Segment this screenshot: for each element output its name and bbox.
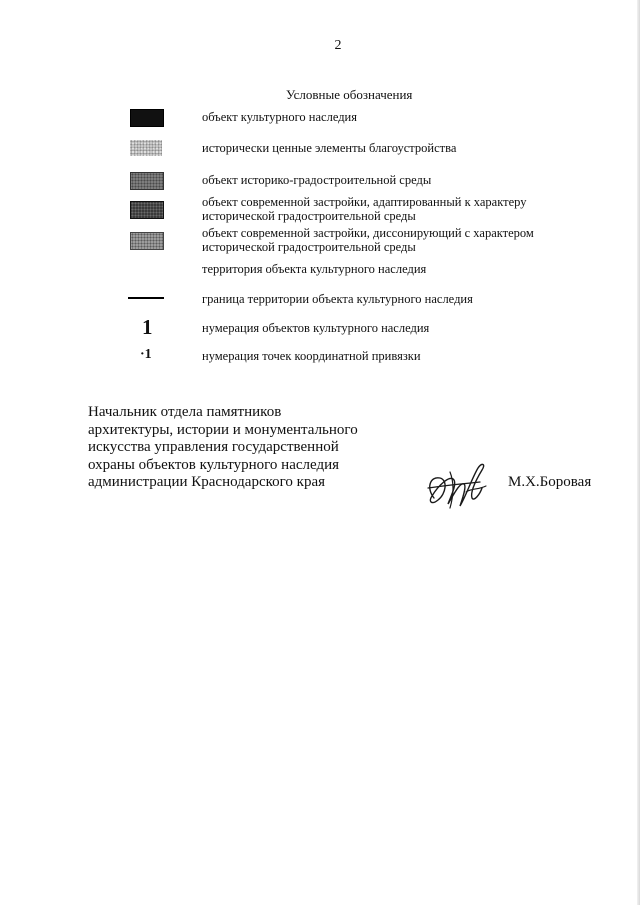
handwritten-signature xyxy=(420,458,498,512)
heritage-object-swatch xyxy=(130,109,164,127)
historic-urban-swatch xyxy=(130,172,164,190)
historic-elements-swatch xyxy=(130,140,162,156)
legend-item-label: объект современной застройки, адаптированный к характеру исторической градостроительной среды xyxy=(202,195,527,223)
modern-dissonant-swatch xyxy=(130,232,164,250)
legend-item-label: граница территории объекта культурного наследия xyxy=(202,292,473,306)
point-number-symbol: ·1 xyxy=(140,347,152,362)
page-number: 2 xyxy=(334,38,342,53)
legend-item-label: исторически ценные элементы благоустройства xyxy=(202,141,457,155)
legend-title: Условные обозначения xyxy=(286,87,413,102)
boundary-line-symbol xyxy=(128,297,164,299)
signatory-position: Начальник отдела памятников архитектуры, истории и монументального искусства управления государственной охраны объектов культурного наследия администрации Краснодарского края xyxy=(88,404,358,490)
modern-adapted-swatch xyxy=(130,201,164,219)
legend-item-label: объект культурного наследия xyxy=(202,110,357,124)
legend-item-label: нумерация объектов культурного наследия xyxy=(202,321,430,335)
signatory-name: М.Х.Боровая xyxy=(508,474,592,490)
legend-item-label: нумерация точек координатной привязки xyxy=(202,349,421,363)
legend-item-label: объект современной застройки, диссонирующий с характером исторической градостроительной среды xyxy=(202,226,534,254)
object-number-symbol: 1 xyxy=(142,315,153,339)
legend-item-label: объект историко-градостроительной среды xyxy=(202,173,432,187)
legend-item-label: территория объекта культурного наследия xyxy=(202,262,427,276)
